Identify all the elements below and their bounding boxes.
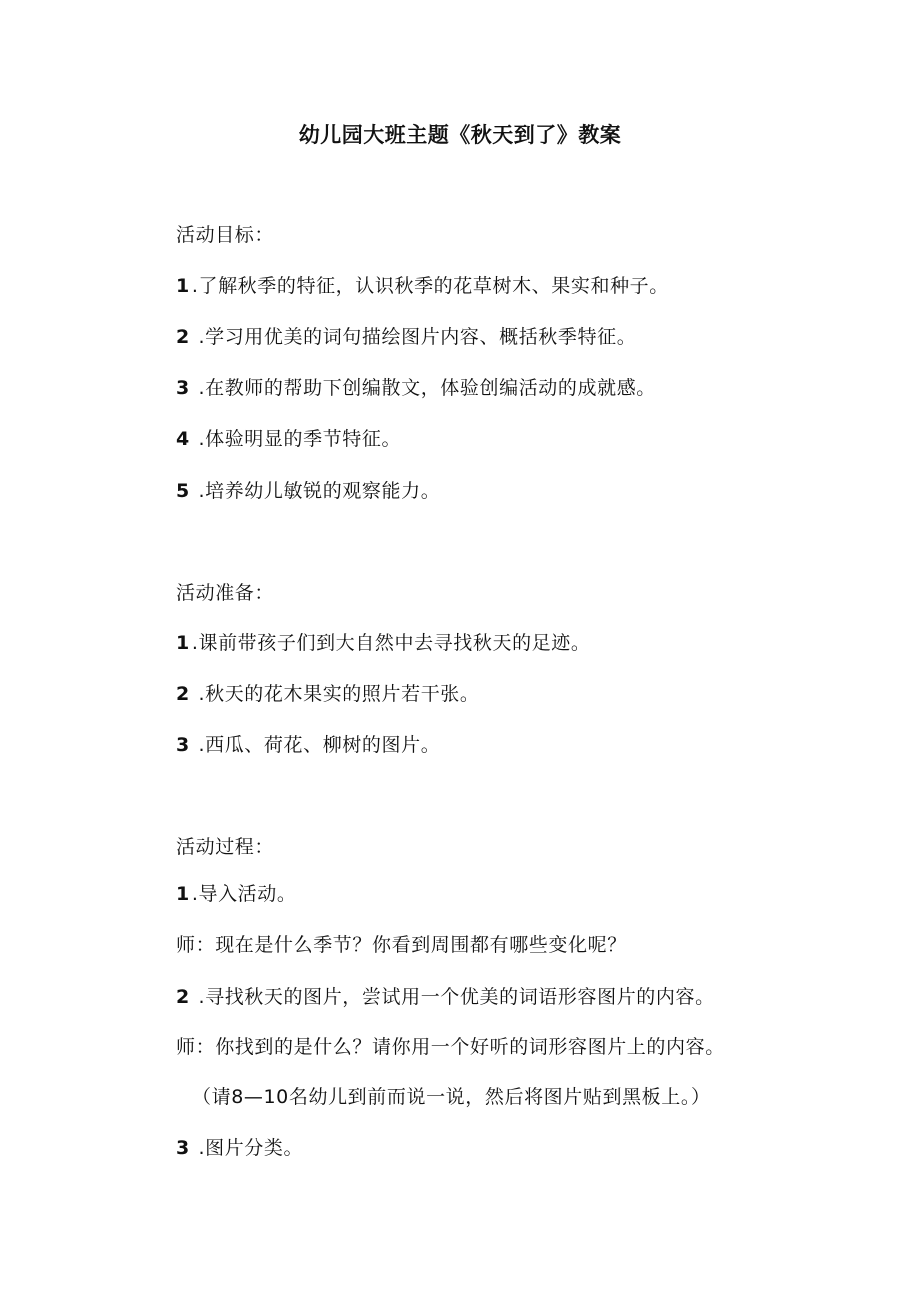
process-step-2 xyxy=(176,984,715,1010)
process-step-number: 3 xyxy=(176,1137,190,1159)
prep-heading: 活动准备： xyxy=(176,582,275,604)
prep-item-number: 1 xyxy=(176,632,190,654)
goal-item-3 xyxy=(176,375,656,401)
goal-item-text: .培养幼儿敏锐的观察能力。 xyxy=(191,480,441,502)
goal-item-text: .了解秋季的特征，认识秋季的花草树木、果实和种子。 xyxy=(191,275,669,297)
process-step-number: 2 xyxy=(176,986,190,1008)
goal-item-number: 5 xyxy=(176,480,190,502)
teacher-line-2: 师：你找到的是什么？请你用一个好听的词形容图片上的内容。 xyxy=(176,1036,725,1058)
goal-item-text: .体验明显的季节特征。 xyxy=(191,428,402,450)
process-step-text: .导入活动。 xyxy=(191,883,297,905)
document-title: 幼儿园大班主题《秋天到了》教案 xyxy=(298,123,622,147)
goals-heading: 活动目标： xyxy=(176,224,275,246)
process-step-1 xyxy=(176,881,296,907)
goal-item-number: 4 xyxy=(176,428,190,450)
prep-item-text: .西瓜、荷花、柳树的图片。 xyxy=(191,734,441,756)
goal-item-number: 3 xyxy=(176,377,190,399)
prep-item-text: .课前带孩子们到大自然中去寻找秋天的足迹。 xyxy=(191,632,591,654)
teacher-line-1: 师：现在是什么季节？你看到周围都有哪些变化呢？ xyxy=(176,934,627,956)
goal-item-1 xyxy=(176,273,669,299)
process-step-text: .图片分类。 xyxy=(191,1137,304,1159)
goal-item-number: 2 xyxy=(176,326,190,348)
goal-item-text: .在教师的帮助下创编散文，体验创编活动的成就感。 xyxy=(191,377,656,399)
goal-item-5 xyxy=(176,478,440,504)
prep-item-number: 3 xyxy=(176,734,190,756)
prep-item-number: 2 xyxy=(176,683,190,705)
process-heading: 活动过程： xyxy=(176,836,275,858)
process-step-text: .寻找秋天的图片，尝试用一个优美的词语形容图片的内容。 xyxy=(191,986,715,1008)
prep-item-2 xyxy=(176,681,480,707)
process-step-number: 1 xyxy=(176,883,190,905)
process-step-3 xyxy=(176,1135,303,1161)
activity-note: （请8—10名幼儿到前而说一说，然后将图片贴到黑板上。） xyxy=(192,1086,711,1108)
goal-item-text: .学习用优美的词句描绘图片内容、概括秋季特征。 xyxy=(191,326,637,348)
prep-item-3 xyxy=(176,732,440,758)
prep-item-text: .秋天的花木果实的照片若干张。 xyxy=(191,683,480,705)
goal-item-4 xyxy=(176,426,401,452)
goal-item-number: 1 xyxy=(176,275,190,297)
prep-item-1 xyxy=(176,630,590,656)
goal-item-2 xyxy=(176,324,636,350)
